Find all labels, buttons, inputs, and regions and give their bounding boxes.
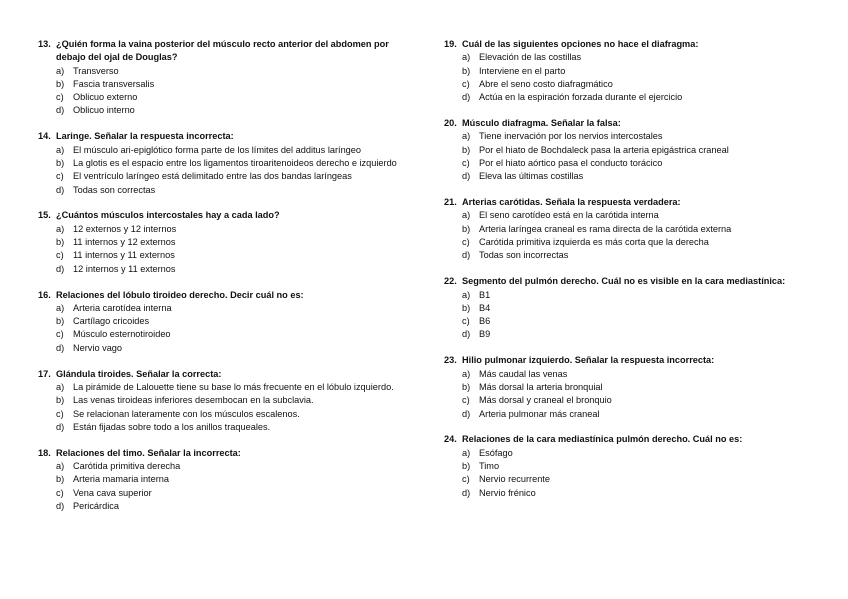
option-a <box>38 65 410 78</box>
option-letter: a) <box>56 460 65 471</box>
option-letter: a) <box>462 368 471 379</box>
option-letter: b) <box>462 460 471 471</box>
option-letter: b) <box>462 144 471 155</box>
option-c <box>38 249 410 262</box>
option-text: B6 <box>479 316 491 327</box>
option-d <box>38 184 410 197</box>
option-text: Oblicuo interno <box>73 105 135 116</box>
option-text: Arteria carotídea interna <box>73 302 172 313</box>
option-letter: d) <box>462 250 471 261</box>
option-text: Eleva las últimas costillas <box>479 171 584 182</box>
option-letter: c) <box>56 250 64 261</box>
option-text: B9 <box>479 329 491 340</box>
option-letter: a) <box>462 447 471 458</box>
option-d <box>444 328 816 341</box>
option-c <box>444 157 816 170</box>
option-c <box>38 408 410 421</box>
question-title <box>444 38 816 51</box>
option-text: B4 <box>479 302 491 313</box>
option-c <box>38 170 410 183</box>
options-list <box>444 130 816 183</box>
option-text: Más dorsal la arteria bronquial <box>479 381 603 392</box>
option-letter: d) <box>56 421 65 432</box>
options-list <box>444 209 816 262</box>
option-letter: b) <box>462 223 471 234</box>
option-letter: b) <box>56 395 65 406</box>
option-letter: a) <box>462 289 471 300</box>
option-letter: b) <box>462 65 471 76</box>
option-b <box>38 236 410 249</box>
question-21 <box>444 196 816 262</box>
option-letter: a) <box>56 302 65 313</box>
option-letter: c) <box>56 487 64 498</box>
right-column <box>444 38 816 512</box>
question-number: 13. <box>38 39 51 49</box>
option-a <box>444 209 816 222</box>
option-text: Nervio vago <box>73 342 123 353</box>
option-letter: d) <box>462 92 471 103</box>
option-text: Arteria mamaria interna <box>73 474 169 485</box>
option-text: Carótida primitiva izquierda es más corta que la derecha <box>479 237 709 248</box>
option-d <box>38 421 410 434</box>
option-b <box>444 381 816 394</box>
option-letter: d) <box>462 408 471 419</box>
question-number: 21. <box>444 197 457 208</box>
option-text: Interviene en el parto <box>479 65 566 76</box>
question-22 <box>444 275 816 341</box>
option-text: Elevación de las costillas <box>479 52 582 63</box>
option-text: 12 externos y 12 internos <box>73 223 177 234</box>
question-title <box>38 209 410 222</box>
option-letter: b) <box>462 381 471 392</box>
option-letter: c) <box>462 474 470 485</box>
options-list <box>444 289 816 342</box>
option-b <box>38 394 410 407</box>
option-letter: a) <box>56 223 65 234</box>
options-list <box>38 65 410 118</box>
option-d <box>444 249 816 262</box>
option-letter: c) <box>56 408 64 419</box>
option-letter: a) <box>462 210 471 221</box>
question-text: Laringe. Señalar la respuesta incorrecta: <box>56 131 234 142</box>
option-text: Abre el seno costo diafragmático <box>479 78 613 89</box>
option-b <box>444 460 816 473</box>
option-a <box>444 130 816 143</box>
question-19 <box>444 38 816 104</box>
option-text: Pericárdica <box>73 500 119 511</box>
question-number: 24. <box>444 434 457 445</box>
option-d <box>444 91 816 104</box>
option-text: Nervio frénico <box>479 487 536 498</box>
question-title <box>444 196 816 209</box>
question-24 <box>444 433 816 499</box>
question-number: 16. <box>38 289 51 300</box>
question-number: 19. <box>444 39 457 49</box>
option-d <box>38 500 410 513</box>
question-text: Relaciones del lóbulo tiroideo derecho. Decir cuál no es: <box>56 289 304 300</box>
question-title <box>38 368 410 381</box>
option-letter: c) <box>56 329 64 340</box>
question-text: ¿Cuántos músculos intercostales hay a cada lado? <box>56 210 280 221</box>
question-title <box>444 354 816 367</box>
option-b <box>444 223 816 236</box>
options-list <box>38 460 410 513</box>
option-text: Músculo esternotiroideo <box>73 329 171 340</box>
option-text: Todas son incorrectas <box>479 250 569 261</box>
options-list <box>38 223 410 276</box>
option-text: La pirámide de Lalouette tiene su base lo más frecuente en el lóbulo izquierdo. <box>73 381 394 392</box>
option-b <box>444 65 816 78</box>
option-text: El ventrículo laríngeo está delimitado entre las dos bandas laríngeas <box>73 171 352 182</box>
option-a <box>444 289 816 302</box>
option-text: Se relacionan lateramente con los músculos escalenos. <box>73 408 300 419</box>
option-text: Vena cava superior <box>73 487 152 498</box>
option-b <box>38 157 410 170</box>
option-letter: d) <box>462 329 471 340</box>
question-13 <box>38 38 410 118</box>
option-text: Transverso <box>73 65 119 76</box>
question-title <box>38 38 410 65</box>
option-text: Más dorsal y craneal el bronquio <box>479 395 612 406</box>
options-list <box>38 144 410 197</box>
option-letter: b) <box>56 237 65 248</box>
option-text: Nervio recurrente <box>479 474 550 485</box>
option-d <box>38 263 410 276</box>
option-text: Esófago <box>479 447 513 458</box>
question-text: Glándula tiroides. Señalar la correcta: <box>56 368 222 379</box>
question-text: Relaciones de la cara mediastínica pulmón derecho. Cuál no es: <box>462 434 743 445</box>
option-letter: d) <box>462 171 471 182</box>
question-20 <box>444 117 816 183</box>
option-d <box>444 170 816 183</box>
option-text: Las venas tiroideas inferiores desembocan en la subclavia. <box>73 395 314 406</box>
question-23 <box>444 354 816 420</box>
option-letter: d) <box>56 500 65 511</box>
question-14 <box>38 130 410 196</box>
option-text: Más caudal las venas <box>479 368 568 379</box>
option-text: 12 internos y 11 externos <box>73 263 176 274</box>
option-c <box>38 328 410 341</box>
option-letter: c) <box>462 157 470 168</box>
option-letter: b) <box>56 474 65 485</box>
option-b <box>38 78 410 91</box>
option-b <box>444 302 816 315</box>
option-letter: a) <box>56 65 65 76</box>
question-17 <box>38 368 410 434</box>
option-letter: b) <box>56 157 65 168</box>
option-text: Oblicuo externo <box>73 92 138 103</box>
question-title <box>444 117 816 130</box>
option-b <box>38 315 410 328</box>
option-text: Todas son correctas <box>73 184 156 195</box>
left-column <box>38 38 410 526</box>
option-d <box>38 104 410 117</box>
question-text: Hilio pulmonar izquierdo. Señalar la respuesta incorrecta: <box>462 355 715 366</box>
option-text: Por el hiato de Bochdaleck pasa la arteria epigástrica craneal <box>479 144 729 155</box>
question-title <box>38 130 410 143</box>
option-text: Fascia transversalis <box>73 78 155 89</box>
option-c <box>444 473 816 486</box>
question-text: Músculo diafragma. Señalar la falsa: <box>462 118 621 129</box>
option-letter: c) <box>462 316 470 327</box>
option-text: Arteria laríngea craneal es rama directa de la carótida externa <box>479 223 732 234</box>
option-c <box>444 394 816 407</box>
option-d <box>444 487 816 500</box>
options-list <box>444 51 816 104</box>
option-a <box>444 447 816 460</box>
option-text: Actúa en la espiración forzada durante el ejercicio <box>479 92 683 103</box>
question-text: Arterias carótidas. Señala la respuesta verdadera: <box>462 197 681 208</box>
question-number: 22. <box>444 276 457 287</box>
question-title <box>444 433 816 446</box>
option-a <box>444 368 816 381</box>
option-letter: d) <box>56 105 65 116</box>
option-letter: c) <box>462 78 470 89</box>
option-text: El seno carotídeo está en la carótida interna <box>479 210 659 221</box>
option-text: Tiene inervación por los nervios intercostales <box>479 131 663 142</box>
question-15 <box>38 209 410 275</box>
option-c <box>444 236 816 249</box>
option-d <box>38 342 410 355</box>
question-number: 23. <box>444 355 457 366</box>
question-text: ¿Quién forma la vaina posterior del músculo recto anterior del abdomen por debajo del ojal de Douglas? <box>56 39 389 63</box>
option-letter: b) <box>462 302 471 313</box>
option-c <box>38 91 410 104</box>
option-a <box>38 381 410 394</box>
question-text: Cuál de las siguientes opciones no hace el diafragma: <box>462 39 699 49</box>
option-letter: d) <box>56 263 65 274</box>
option-letter: d) <box>462 487 471 498</box>
option-text: La glotis es el espacio entre los ligamentos tiroaritenoideos derecho e izquierdo <box>73 157 397 168</box>
question-text: Relaciones del timo. Señalar la incorrecta: <box>56 447 241 458</box>
option-letter: a) <box>462 52 471 63</box>
option-text: Están fijadas sobre todo a los anillos traqueales. <box>73 421 271 432</box>
option-a <box>38 302 410 315</box>
question-text: Segmento del pulmón derecho. Cuál no es visible en la cara mediastínica: <box>462 276 786 287</box>
option-letter: b) <box>56 316 65 327</box>
options-list <box>444 447 816 500</box>
option-a <box>38 144 410 157</box>
option-text: El músculo ari-epiglótico forma parte de los límites del additus laríngeo <box>73 144 362 155</box>
option-b <box>38 473 410 486</box>
option-b <box>444 144 816 157</box>
option-c <box>38 487 410 500</box>
option-text: 11 internos y 11 externos <box>73 250 175 261</box>
question-18 <box>38 447 410 513</box>
option-text: B1 <box>479 289 491 300</box>
options-list <box>38 302 410 355</box>
option-text: Timo <box>479 460 500 471</box>
option-c <box>444 315 816 328</box>
option-letter: a) <box>56 144 65 155</box>
option-letter: a) <box>56 381 65 392</box>
options-list <box>444 368 816 421</box>
question-title <box>38 289 410 302</box>
option-letter: d) <box>56 342 65 353</box>
option-letter: a) <box>462 131 471 142</box>
option-text: 11 internos y 12 externos <box>73 237 176 248</box>
option-letter: c) <box>56 92 64 103</box>
option-letter: d) <box>56 184 65 195</box>
question-number: 17. <box>38 368 51 379</box>
question-title <box>38 447 410 460</box>
option-text: Cartílago cricoides <box>73 316 150 327</box>
option-text: Arteria pulmonar más craneal <box>479 408 600 419</box>
question-16 <box>38 289 410 355</box>
question-number: 18. <box>38 447 51 458</box>
option-text: Por el hiato aórtico pasa el conducto torácico <box>479 157 663 168</box>
question-number: 14. <box>38 131 51 142</box>
option-letter: c) <box>56 171 64 182</box>
option-a <box>444 51 816 64</box>
option-text: Carótida primitiva derecha <box>73 460 181 471</box>
option-letter: b) <box>56 78 65 89</box>
question-number: 20. <box>444 118 457 129</box>
question-number: 15. <box>38 210 51 221</box>
option-d <box>444 408 816 421</box>
option-a <box>38 223 410 236</box>
option-c <box>444 78 816 91</box>
option-letter: c) <box>462 237 470 248</box>
question-title <box>444 275 816 288</box>
options-list <box>38 381 410 434</box>
option-a <box>38 460 410 473</box>
option-letter: c) <box>462 395 470 406</box>
